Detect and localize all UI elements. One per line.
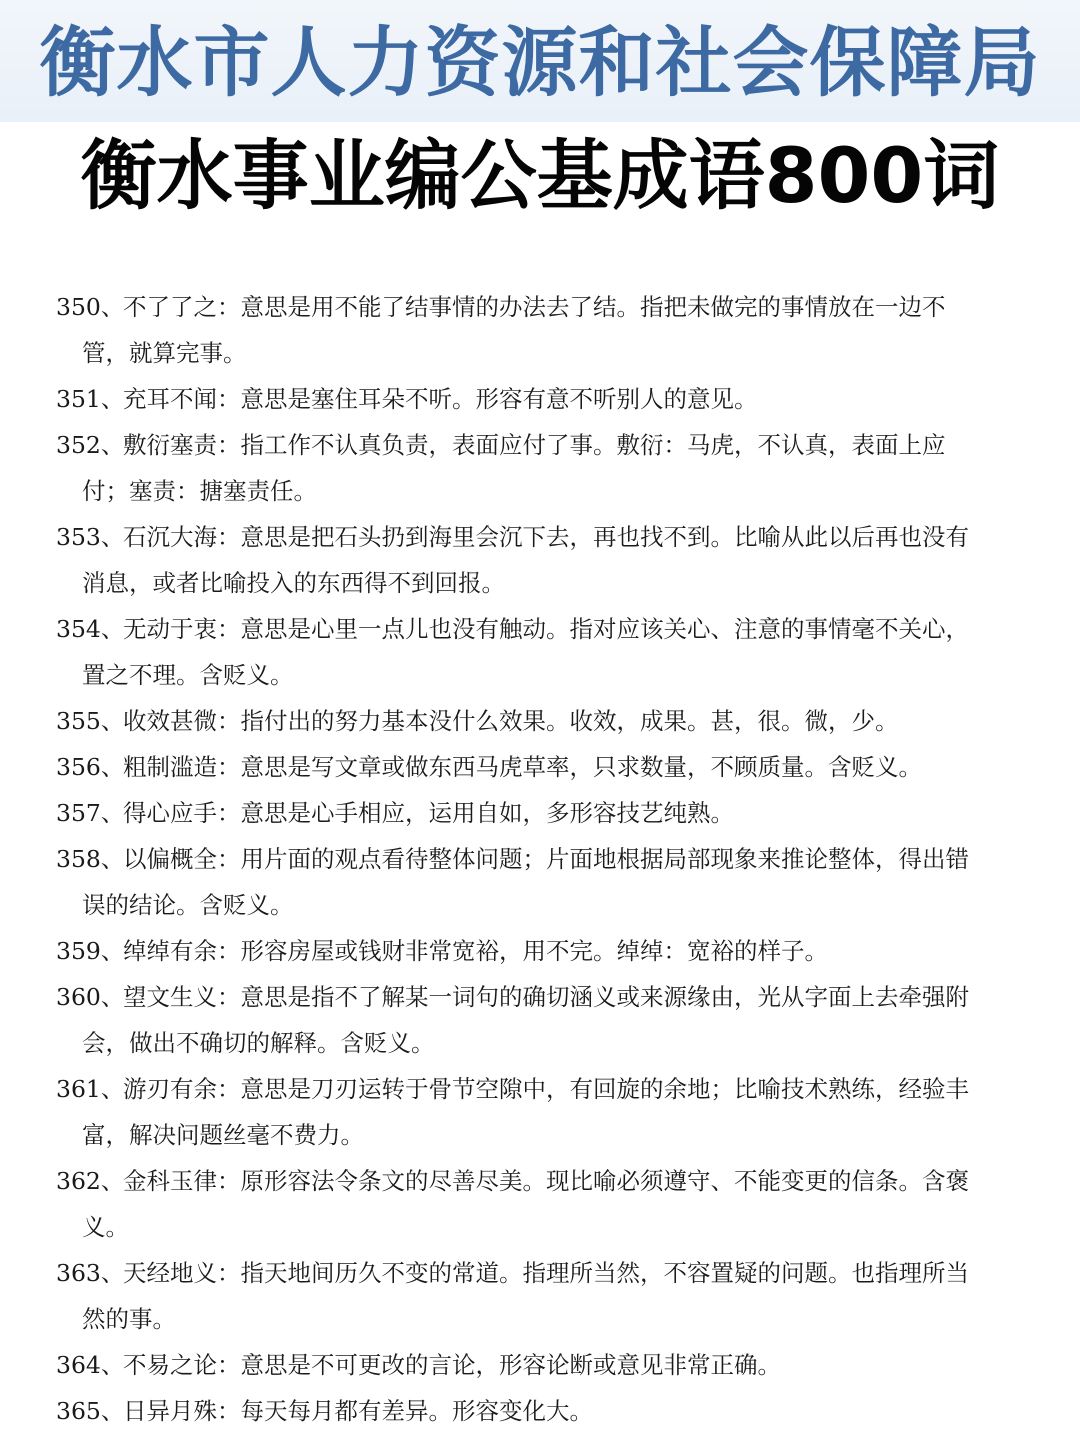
entry-text-continued: 管，就算完事。 xyxy=(82,339,247,367)
entry-number: 350、 xyxy=(56,293,125,321)
entry-number: 353、 xyxy=(56,523,125,551)
idiom-entry xyxy=(0,836,1080,928)
entry-text: 金科玉律：原形容法令条文的尽善尽美。现比喻必须遵守、不能变更的信条。含褒 xyxy=(123,1167,969,1195)
entry-number: 363、 xyxy=(56,1259,125,1287)
entry-text-continued: 富，解决问题丝毫不费力。 xyxy=(82,1121,364,1149)
entry-text: 不了了之：意思是用不能了结事情的办法去了结。指把未做完的事情放在一边不 xyxy=(123,293,946,321)
entry-text: 日异月殊：每天每月都有差异。形容变化大。 xyxy=(123,1397,593,1425)
idiom-entry xyxy=(0,744,1080,790)
entry-text: 敷衍塞责：指工作不认真负责，表面应付了事。敷衍：马虎，不认真，表面上应 xyxy=(123,431,946,459)
entry-text: 充耳不闻：意思是塞住耳朵不听。形容有意不听别人的意见。 xyxy=(123,385,758,413)
entry-text: 游刃有余：意思是刀刃运转于骨节空隙中，有回旋的余地；比喻技术熟练，经验丰 xyxy=(123,1075,969,1103)
entry-text: 石沉大海：意思是把石头扔到海里会沉下去，再也找不到。比喻从此以后再也没有 xyxy=(123,523,969,551)
idiom-entry xyxy=(0,1158,1080,1250)
idiom-entry xyxy=(0,422,1080,514)
entry-text-continued: 消息，或者比喻投入的东西得不到回报。 xyxy=(82,569,505,597)
idiom-list xyxy=(0,284,1080,1434)
idiom-entry xyxy=(0,376,1080,422)
entry-text: 望文生义：意思是指不了解某一词句的确切涵义或来源缘由，光从字面上去牵强附 xyxy=(123,983,969,1011)
entry-number: 358、 xyxy=(56,845,125,873)
entry-text: 粗制滥造：意思是写文章或做东西马虎草率，只求数量，不顾质量。含贬义。 xyxy=(123,753,922,781)
entry-number: 354、 xyxy=(56,615,125,643)
entry-text: 不易之论：意思是不可更改的言论，形容论断或意见非常正确。 xyxy=(123,1351,781,1379)
entry-text-continued: 误的结论。含贬义。 xyxy=(82,891,294,919)
entry-number: 357、 xyxy=(56,799,125,827)
entry-text: 以偏概全：用片面的观点看待整体问题；片面地根据局部现象来推论整体，得出错 xyxy=(123,845,969,873)
idiom-entry xyxy=(0,1388,1080,1434)
idiom-entry xyxy=(0,606,1080,698)
entry-number: 364、 xyxy=(56,1351,125,1379)
entry-number: 365、 xyxy=(56,1397,125,1425)
entry-number: 351、 xyxy=(56,385,125,413)
idiom-entry xyxy=(0,1250,1080,1342)
entry-number: 355、 xyxy=(56,707,125,735)
idiom-entry xyxy=(0,514,1080,606)
idiom-entry xyxy=(0,698,1080,744)
idiom-entry xyxy=(0,1066,1080,1158)
entry-text: 收效甚微：指付出的努力基本没什么效果。收效，成果。甚，很。微，少。 xyxy=(123,707,899,735)
entry-text: 无动于衷：意思是心里一点儿也没有触动。指对应该关心、注意的事情毫不关心， xyxy=(123,615,969,643)
idiom-entry xyxy=(0,928,1080,974)
entry-text-continued: 置之不理。含贬义。 xyxy=(82,661,294,689)
idiom-entry xyxy=(0,974,1080,1066)
document-title: 衡水事业编公基成语800词 xyxy=(80,131,1000,220)
idiom-entry xyxy=(0,284,1080,376)
entry-text-continued: 会，做出不确切的解释。含贬义。 xyxy=(82,1029,435,1057)
entry-number: 362、 xyxy=(56,1167,125,1195)
entry-text-continued: 然的事。 xyxy=(82,1305,176,1333)
entry-text-continued: 义。 xyxy=(82,1213,129,1241)
idiom-entry xyxy=(0,790,1080,836)
entry-number: 359、 xyxy=(56,937,125,965)
entry-text: 绰绰有余：形容房屋或钱财非常宽裕，用不完。绰绰：宽裕的样子。 xyxy=(123,937,828,965)
entry-number: 356、 xyxy=(56,753,125,781)
entry-number: 361、 xyxy=(56,1075,125,1103)
entry-text-continued: 付；塞责：搪塞责任。 xyxy=(82,477,317,505)
banner-title: 衡水市人力资源和社会保障局 xyxy=(39,18,1041,107)
entry-number: 360、 xyxy=(56,983,125,1011)
entry-text: 得心应手：意思是心手相应，运用自如，多形容技艺纯熟。 xyxy=(123,799,734,827)
entry-number: 352、 xyxy=(56,431,125,459)
entry-text: 天经地义：指天地间历久不变的常道。指理所当然，不容置疑的问题。也指理所当 xyxy=(123,1259,969,1287)
idiom-entry xyxy=(0,1342,1080,1388)
header-banner xyxy=(0,0,1080,122)
